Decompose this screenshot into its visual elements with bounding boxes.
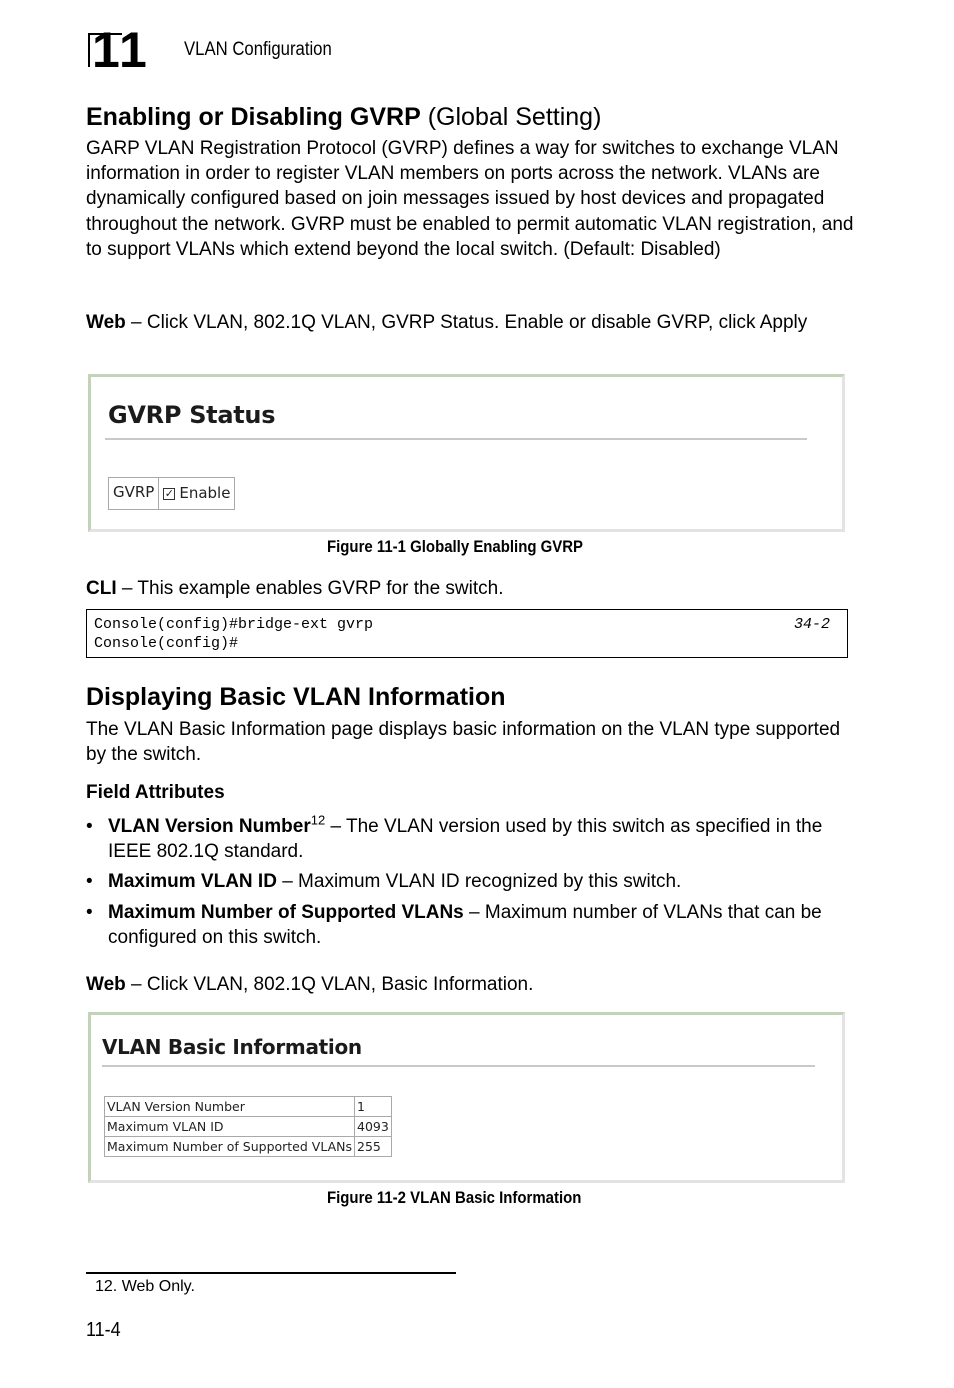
web-label: Web	[86, 312, 126, 333]
vlan-info-table	[104, 1096, 392, 1157]
attribute-desc: – Maximum number of VLANs that can be configured on this switch.	[108, 901, 822, 948]
cli-command: Console(config)#	[94, 635, 239, 652]
vlan-info-description: The VLAN Basic Information page displays basic information on the VLAN type supported by the switch.	[86, 719, 841, 766]
list-item	[86, 900, 850, 950]
section-title-bold: Enabling or Disabling GVRP	[86, 103, 421, 131]
attribute-term: Maximum VLAN ID	[108, 871, 277, 893]
footnote-ref: 12	[310, 812, 326, 828]
row-value: 4093	[355, 1117, 392, 1137]
table-row	[105, 1137, 392, 1157]
footnote: 12. Web Only.	[95, 1278, 195, 1295]
cli-label: CLI	[86, 578, 117, 599]
title-divider	[102, 1065, 815, 1067]
figure-2-caption: Figure 11-2 VLAN Basic Information	[327, 1188, 582, 1207]
vlan-basic-info-title: VLAN Basic Information	[102, 1035, 362, 1059]
cli-code-block	[86, 609, 848, 658]
row-label: Maximum VLAN ID	[105, 1117, 355, 1137]
gvrp-status-title: GVRP Status	[108, 401, 276, 429]
cli-line	[94, 615, 840, 634]
attribute-desc: – The VLAN version used by this switch as specified in the IEEE 802.1Q standard.	[108, 816, 823, 863]
list-item	[86, 869, 850, 894]
vlan-web-instruction	[86, 972, 533, 997]
web-text: – Click VLAN, 802.1Q VLAN, GVRP Status. Enable or disable GVRP, click Apply	[125, 312, 808, 333]
gvrp-enable-checkbox[interactable]	[159, 478, 234, 509]
section-title-vlan-info: Displaying Basic VLAN Information	[86, 683, 506, 711]
attribute-term: Maximum Number of Supported VLANs	[108, 901, 464, 923]
checkbox-checked-icon[interactable]: ✓	[164, 486, 174, 500]
section-title-normal: (Global Setting)	[420, 103, 602, 131]
table-row	[105, 1097, 392, 1117]
figure-1-caption: Figure 11-1 Globally Enabling GVRP	[327, 537, 584, 556]
gvrp-status-screenshot	[88, 374, 845, 532]
cli-line	[94, 634, 840, 653]
checkbox-label: Enable	[179, 484, 231, 502]
table-row	[105, 1117, 392, 1137]
footnote-divider	[86, 1272, 456, 1274]
field-attributes-list	[86, 814, 850, 955]
cli-page-ref: 34-2	[793, 616, 830, 633]
web-label: Web	[86, 974, 126, 995]
title-divider	[105, 438, 807, 440]
row-value: 255	[355, 1137, 392, 1157]
row-value: 1	[355, 1097, 392, 1117]
field-attributes-heading: Field Attributes	[86, 782, 225, 803]
gvrp-web-instruction	[86, 310, 826, 335]
row-label: VLAN Version Number	[105, 1097, 355, 1117]
gvrp-description: GARP VLAN Registration Protocol (GVRP) defines a way for switches to exchange VLAN information in order to register VLAN members on ports across the network. VLANs are dynamically configured based on join messages issued by host devices and propagated throughout the network. GVRP must be enabled to permit automatic VLAN registration, and to support VLANs which extend beyond the local switch. (Default: Disabled)	[86, 138, 854, 260]
vlan-basic-info-screenshot	[88, 1012, 845, 1183]
cli-instruction	[86, 576, 503, 601]
running-title: VLAN Configuration	[184, 39, 332, 60]
row-label: Maximum Number of Supported VLANs	[105, 1137, 355, 1157]
list-item	[86, 814, 850, 864]
gvrp-field-label: GVRP	[109, 478, 159, 509]
chapter-number: 11	[92, 22, 149, 78]
cli-command: Console(config)#bridge-ext gvrp	[94, 616, 374, 633]
gvrp-setting-row	[108, 477, 235, 510]
section-title-gvrp	[86, 102, 601, 132]
page-number: 11-4	[86, 1319, 121, 1341]
attribute-desc: – Maximum VLAN ID recognized by this switch.	[276, 871, 682, 893]
attribute-term: VLAN Version Number	[108, 816, 311, 837]
cli-text: – This example enables GVRP for the switch.	[116, 578, 504, 599]
web-text: – Click VLAN, 802.1Q VLAN, Basic Information.	[125, 974, 534, 995]
